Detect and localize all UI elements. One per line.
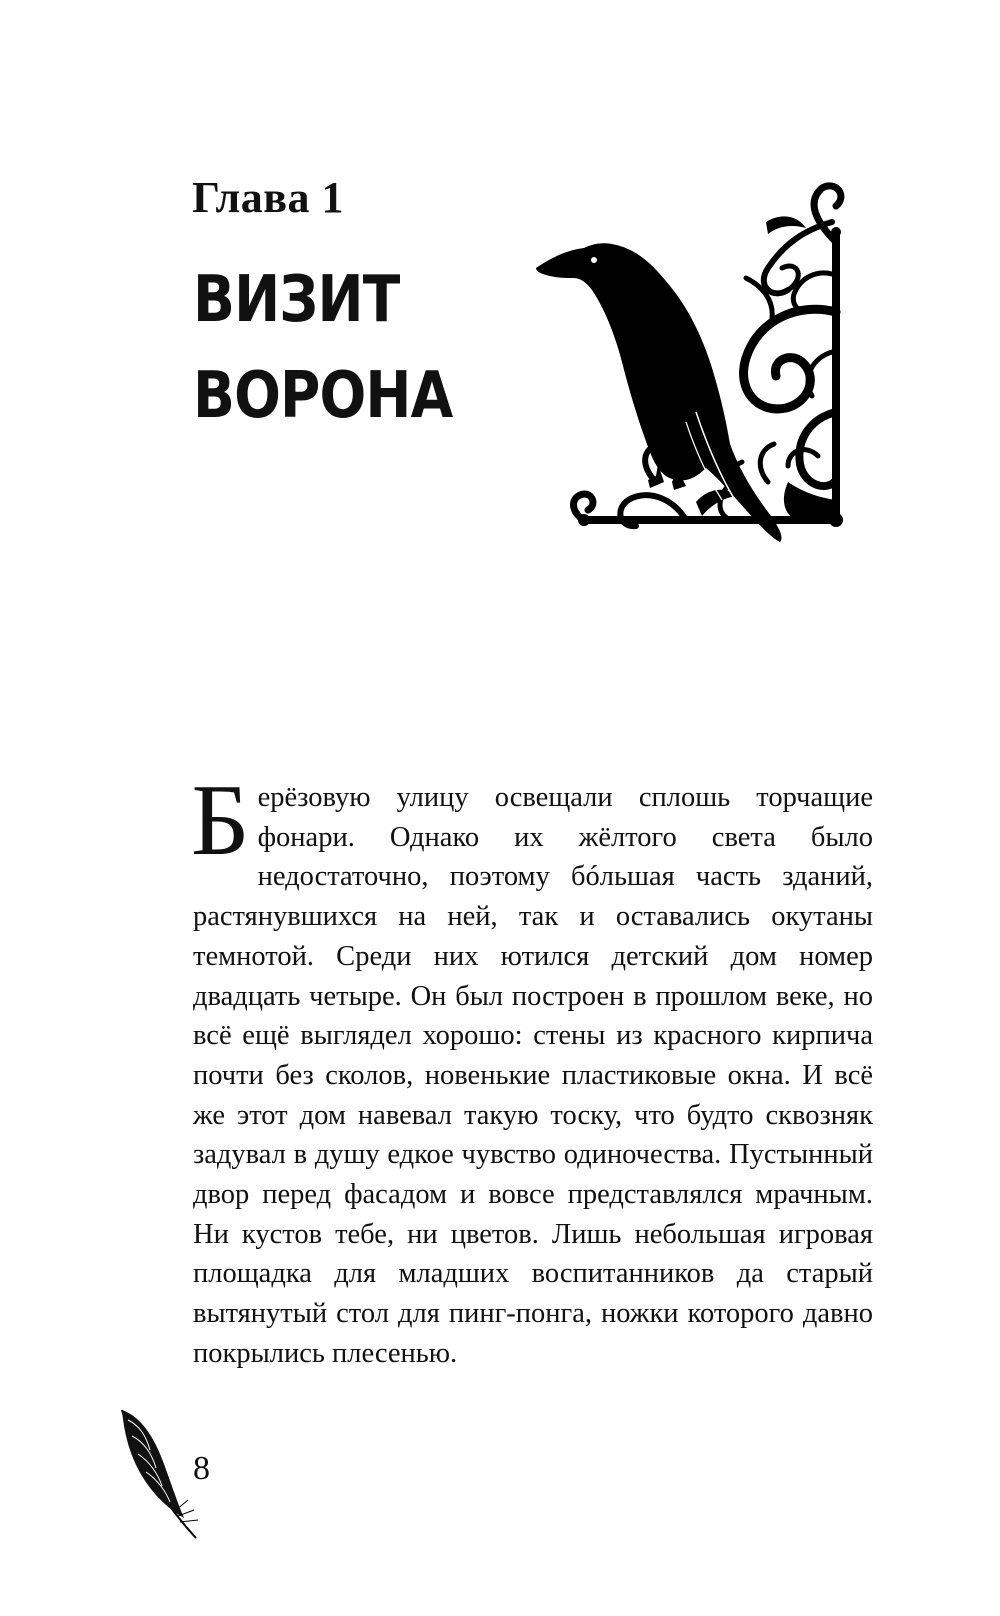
chapter-label: Глава 1 [192,173,344,222]
raven-illustration-icon [536,182,876,548]
feather-icon [118,1406,200,1542]
chapter-body-text [191,764,873,1374]
chapter-title-line-1: ВИЗИТ [193,263,400,337]
page-number: 8 [193,1450,210,1487]
body-paragraph: ерёзовую улицу освещали сплошь торчащие фонари. Однако их жёлтого света было недостаточно, поэтому бóльшая часть зданий, растянувшихся на ней, так и оставались окутаны темнотой. Среди них ютился детский дом номер двадцать четыре. Он был построен в прошлом веке, но всё ещё выглядел хорошо: стены из красного кирпича почти без сколов, новенькие пластиковые окна. И всё же этот дом навевал такую тоску, что будто сквозняк задувал в душу едкое чувство одиночества. Пустынный двор перед фасадом и вовсе представлялся мрачным. Ни кустов тебе, ни цветов. Лишь небольшая игровая площадка для младших воспитанников да старый вытянутый стол для пинг-понга, ножки которого давно покрылись плесенью. [193,782,873,1369]
chapter-title-line-2: ВОРОНА [193,359,453,433]
drop-cap: Б [191,764,250,877]
chapter-title [193,252,485,444]
